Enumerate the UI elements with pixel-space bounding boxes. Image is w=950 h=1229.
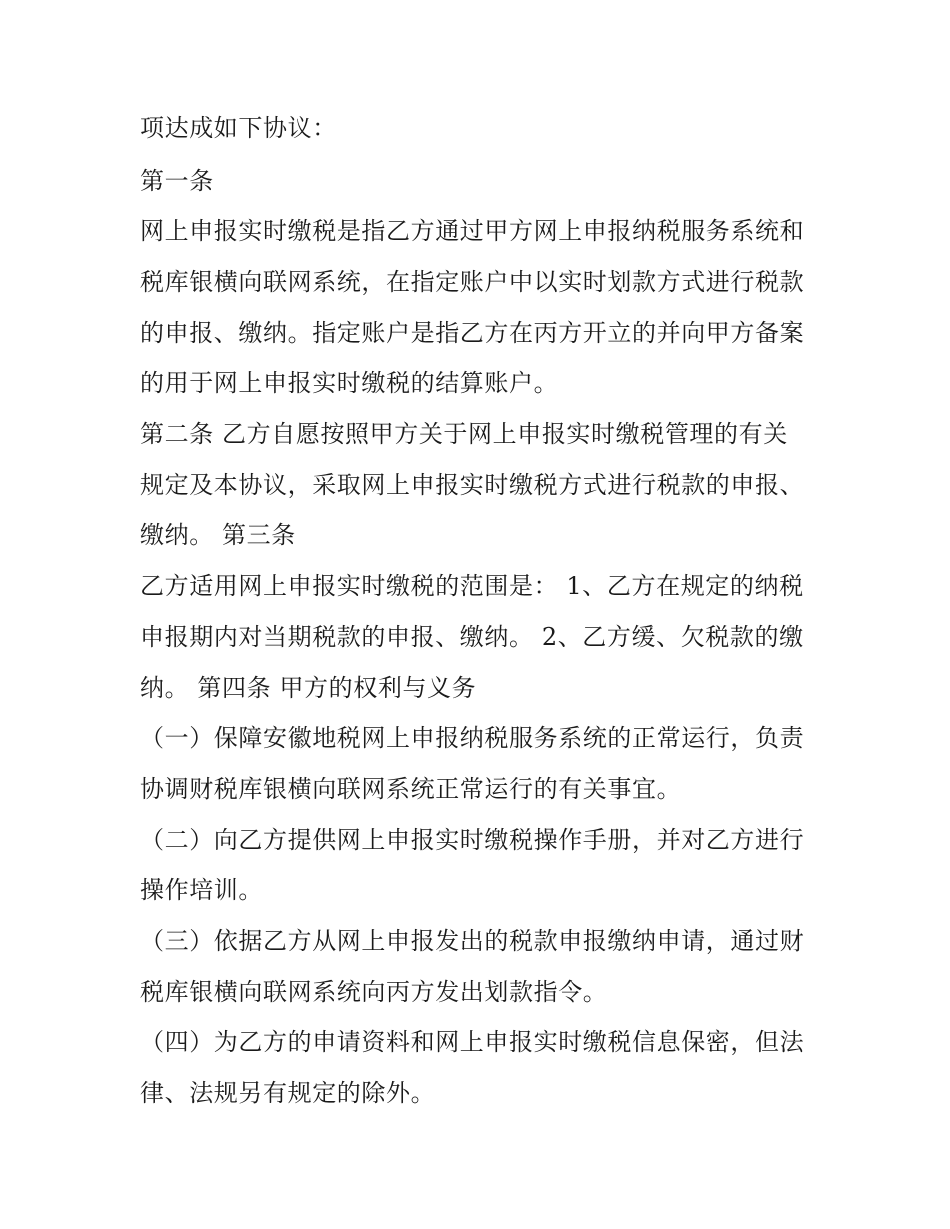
text-line: 税库银横向联网系统向丙方发出划款指令。 — [140, 978, 608, 1006]
text-line: 律、法规另有规定的除外。 — [140, 1079, 436, 1107]
text-line: （二）向乙方提供网上申报实时缴税操作手册，并对乙方进行 — [140, 826, 805, 854]
text-line: 缴纳。 第三条 — [140, 521, 296, 549]
text-line: 税库银横向联网系统，在指定账户中以实时划款方式进行税款 — [140, 268, 805, 296]
text-line: （一）保障安徽地税网上申报纳税服务系统的正常运行，负责 — [140, 724, 805, 752]
text-line: 的用于网上申报实时缴税的结算账户。 — [140, 369, 559, 397]
text-line: 的申报、缴纳。指定账户是指乙方在丙方开立的并向甲方备案 — [140, 319, 805, 347]
text-line: 纳。 第四条 甲方的权利与义务 — [140, 674, 477, 702]
text-line: 第一条 — [140, 167, 214, 195]
text-line: 第二条 乙方自愿按照甲方关于网上申报实时缴税管理的有关 — [140, 420, 788, 448]
text-line: 项达成如下协议： — [140, 114, 337, 142]
text-line: （四）为乙方的申请资料和网上申报实时缴税信息保密，但法 — [140, 1028, 805, 1056]
text-line: 规定及本协议，采取网上申报实时缴税方式进行税款的申报、 — [140, 471, 805, 499]
text-line: 申报期内对当期税款的申报、缴纳。 2、乙方缓、欠税款的缴 — [140, 623, 804, 651]
text-line: 协调财税库银横向联网系统正常运行的有关事宜。 — [140, 775, 682, 803]
text-line: 网上申报实时缴税是指乙方通过甲方网上申报纳税服务系统和 — [140, 217, 805, 245]
text-line: 操作培训。 — [140, 876, 263, 904]
text-line: 乙方适用网上申报实时缴税的范围是： 1、乙方在规定的纳税 — [140, 572, 804, 600]
text-line: （三）依据乙方从网上申报发出的税款申报缴纳申请，通过财 — [140, 927, 805, 955]
